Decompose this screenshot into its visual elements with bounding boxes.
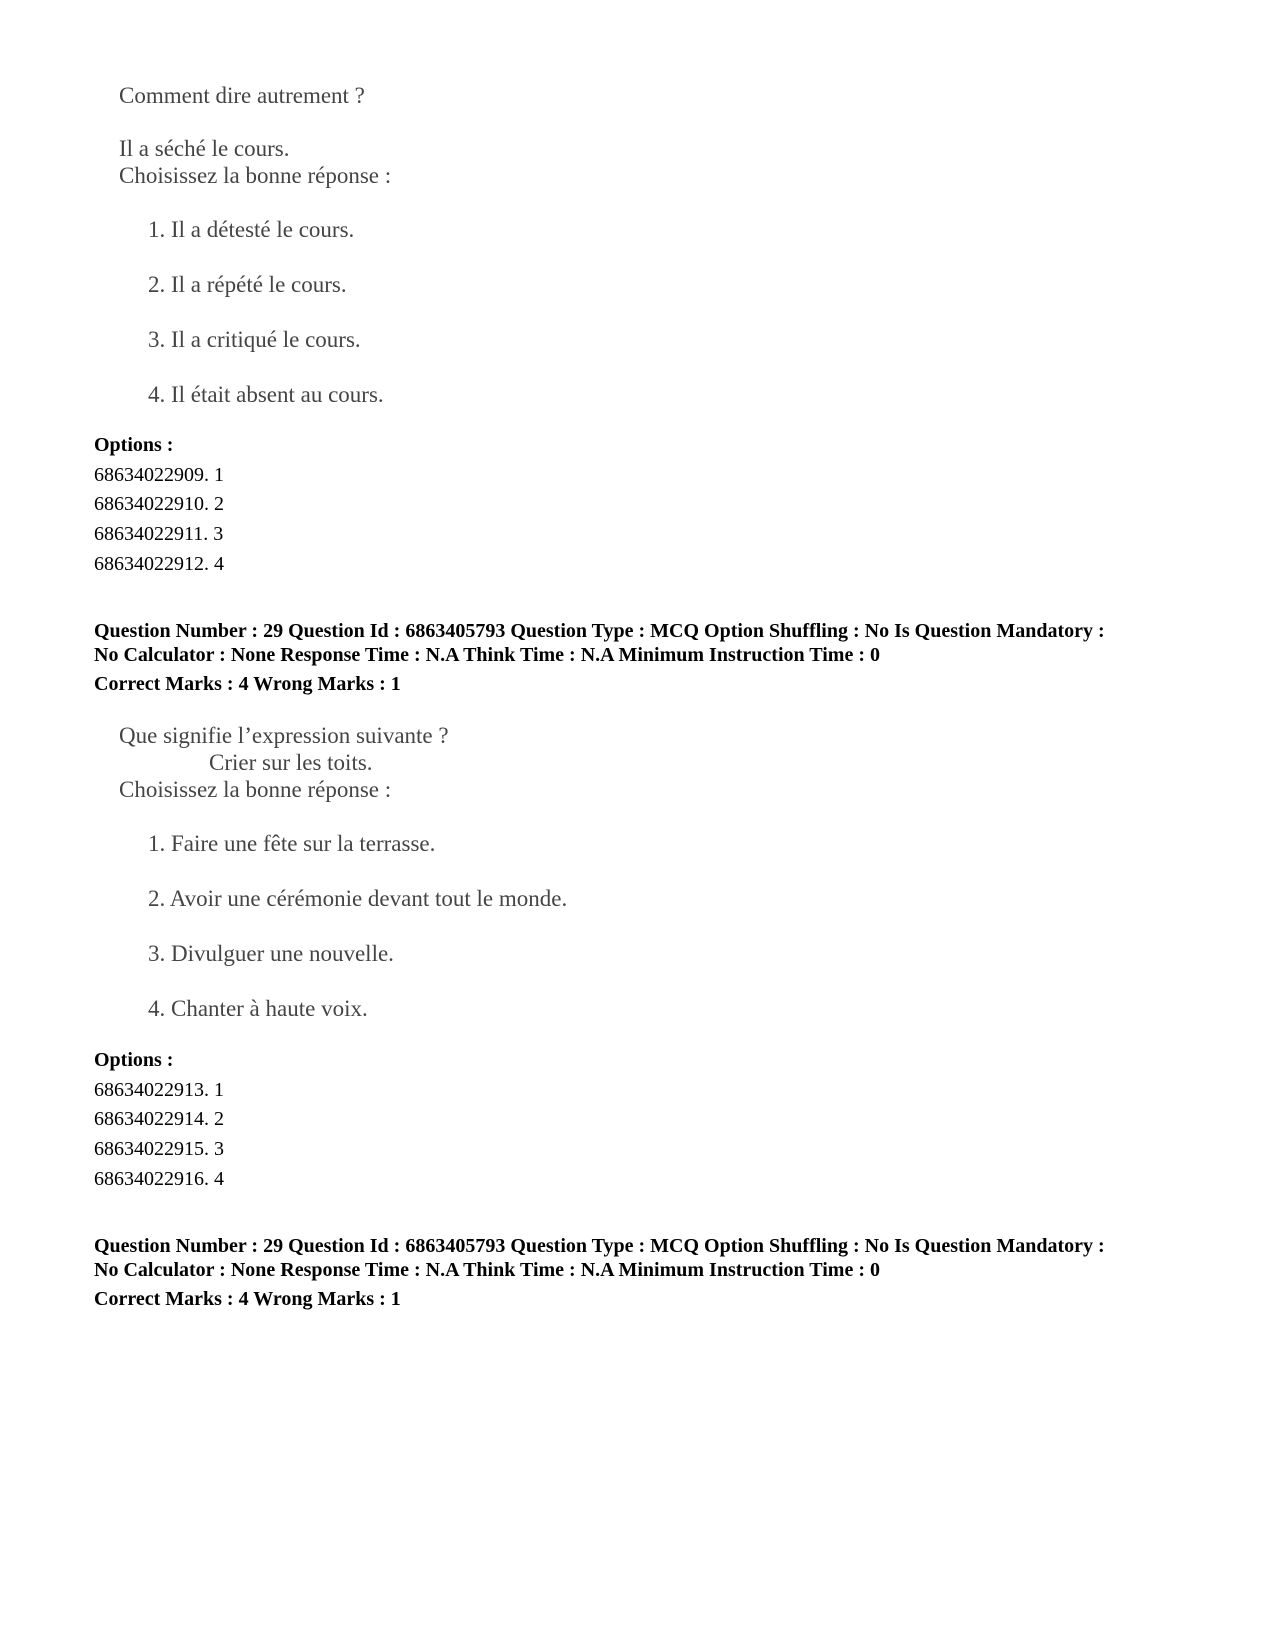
- option-item: 68634022910. 2: [94, 493, 224, 515]
- option-item: 68634022911. 3: [94, 523, 224, 545]
- question-marks: Correct Marks : 4 Wrong Marks : 1: [94, 673, 401, 695]
- option-item: 68634022914. 2: [94, 1108, 224, 1130]
- question-1-choice: 1. Il a détesté le cours.: [148, 217, 355, 242]
- question-1-instruction: Choisissez la bonne réponse :: [119, 163, 392, 188]
- question-2-choice: 3. Divulguer une nouvelle.: [148, 941, 394, 966]
- question-meta-line: No Calculator : None Response Time : N.A Think Time : N.A Minimum Instruction Time : 0: [94, 644, 880, 666]
- options-heading: Options :: [94, 434, 174, 456]
- option-item: 68634022913. 1: [94, 1079, 224, 1101]
- question-1-choice: 2. Il a répété le cours.: [148, 272, 347, 297]
- option-item: 68634022912. 4: [94, 553, 224, 575]
- question-1-sentence: Il a séché le cours.: [119, 136, 290, 161]
- question-2-instruction: Choisissez la bonne réponse :: [119, 777, 392, 802]
- question-meta-line: Question Number : 29 Question Id : 6863405793 Question Type : MCQ Option Shuffling : No Is Question Mandatory :: [94, 620, 1105, 642]
- question-2-choice: 4. Chanter à haute voix.: [148, 996, 368, 1021]
- question-2-choice: 1. Faire une fête sur la terrasse.: [148, 831, 436, 856]
- option-item: 68634022916. 4: [94, 1168, 224, 1190]
- question-meta-line: Question Number : 29 Question Id : 6863405793 Question Type : MCQ Option Shuffling : No Is Question Mandatory :: [94, 1235, 1105, 1257]
- question-2-expression: Crier sur les toits.: [209, 750, 373, 775]
- question-meta-line: No Calculator : None Response Time : N.A Think Time : N.A Minimum Instruction Time : 0: [94, 1259, 880, 1281]
- question-1-choice: 4. Il était absent au cours.: [148, 382, 384, 407]
- question-1-prompt: Comment dire autrement ?: [119, 83, 365, 108]
- question-marks: Correct Marks : 4 Wrong Marks : 1: [94, 1288, 401, 1310]
- question-2-choice: 2. Avoir une cérémonie devant tout le monde.: [148, 886, 568, 911]
- question-1-choice: 3. Il a critiqué le cours.: [148, 327, 361, 352]
- question-2-prompt: Que signifie l’expression suivante ?: [119, 723, 449, 748]
- option-item: 68634022909. 1: [94, 464, 224, 486]
- option-item: 68634022915. 3: [94, 1138, 224, 1160]
- options-heading: Options :: [94, 1049, 174, 1071]
